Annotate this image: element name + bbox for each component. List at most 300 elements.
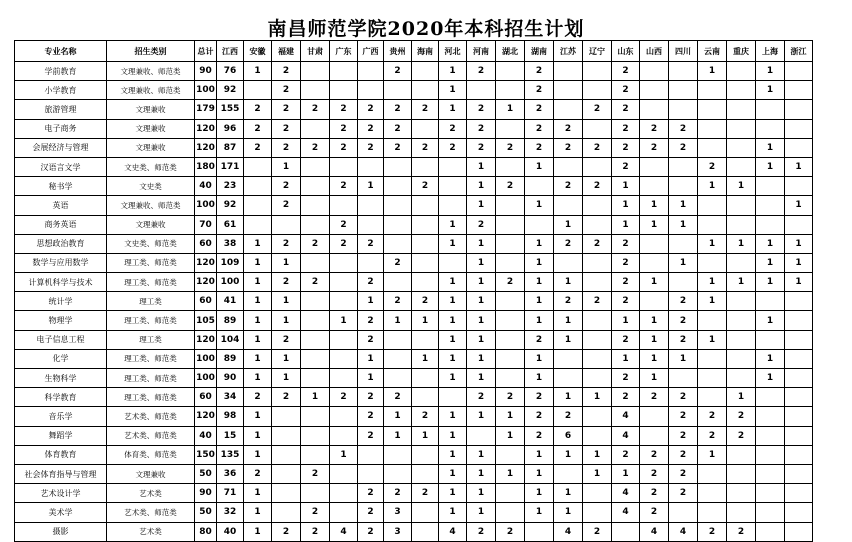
quota-cell: 2: [554, 119, 583, 138]
page-title: 南昌师范学院2020年本科招生计划: [267, 18, 585, 40]
quota-cell: 2: [640, 445, 669, 464]
table-row: [15, 273, 813, 292]
quota-cell: 2: [358, 119, 384, 138]
quota-cell: [727, 81, 756, 100]
quota-cell: [785, 407, 813, 426]
quota-cell: 1: [756, 273, 785, 292]
quota-cell: 2: [439, 138, 467, 157]
quota-cell: [554, 62, 583, 81]
quota-cell: 76: [217, 62, 244, 81]
quota-cell: 1: [467, 234, 496, 253]
quota-cell: 2: [467, 522, 496, 541]
quota-cell: 1: [439, 503, 467, 522]
quota-cell: [756, 464, 785, 483]
quota-cell: 2: [727, 407, 756, 426]
quota-cell: 1: [698, 62, 727, 81]
quota-cell: [698, 484, 727, 503]
quota-cell: 2: [330, 138, 358, 157]
quota-cell: 1: [330, 311, 358, 330]
quota-cell: 96: [217, 119, 244, 138]
table-row: [15, 119, 813, 138]
quota-cell: 2: [525, 388, 554, 407]
quota-cell: 2: [467, 138, 496, 157]
quota-cell: [583, 157, 612, 176]
quota-cell: [301, 253, 330, 272]
quota-cell: 2: [669, 292, 698, 311]
quota-cell: [301, 445, 330, 464]
quota-cell: 2: [439, 119, 467, 138]
quota-cell: [756, 445, 785, 464]
quota-cell: 1: [525, 464, 554, 483]
quota-cell: 1: [467, 177, 496, 196]
category-cell: 文史类、师范类: [107, 234, 195, 253]
quota-cell: 2: [272, 177, 301, 196]
quota-cell: 1: [358, 292, 384, 311]
quota-cell: 2: [525, 138, 554, 157]
quota-cell: 1: [272, 311, 301, 330]
table-row: [15, 445, 813, 464]
category-cell: 文史类: [107, 177, 195, 196]
quota-cell: 2: [698, 426, 727, 445]
quota-cell: [358, 157, 384, 176]
quota-cell: [669, 62, 698, 81]
major-name-cell: 艺术设计学: [15, 484, 107, 503]
quota-cell: 2: [330, 234, 358, 253]
quota-cell: 1: [330, 445, 358, 464]
quota-cell: 2: [272, 119, 301, 138]
table-row: [15, 330, 813, 349]
quota-cell: [412, 369, 439, 388]
quota-cell: [698, 119, 727, 138]
quota-cell: 4: [640, 522, 669, 541]
quota-cell: 2: [358, 100, 384, 119]
quota-cell: 1: [439, 234, 467, 253]
quota-cell: [554, 464, 583, 483]
quota-cell: 2: [358, 138, 384, 157]
table-row: [15, 81, 813, 100]
quota-cell: 1: [439, 330, 467, 349]
quota-cell: [272, 407, 301, 426]
quota-cell: [727, 157, 756, 176]
quota-cell: 2: [554, 177, 583, 196]
quota-cell: 1: [496, 426, 525, 445]
quota-cell: [669, 177, 698, 196]
quota-cell: 2: [384, 119, 412, 138]
quota-cell: 2: [612, 273, 640, 292]
quota-cell: 1: [554, 215, 583, 234]
quota-cell: 1: [358, 349, 384, 368]
quota-cell: [412, 464, 439, 483]
quota-cell: 2: [669, 330, 698, 349]
column-header: 福建: [272, 41, 301, 62]
quota-cell: [698, 388, 727, 407]
quota-cell: 2: [272, 330, 301, 349]
quota-cell: 2: [272, 388, 301, 407]
quota-cell: 2: [384, 62, 412, 81]
column-header: 招生类别: [107, 41, 195, 62]
quota-cell: 1: [467, 369, 496, 388]
quota-cell: [301, 369, 330, 388]
quota-cell: [384, 177, 412, 196]
quota-cell: [785, 62, 813, 81]
quota-cell: [244, 196, 272, 215]
quota-cell: 4: [554, 522, 583, 541]
quota-cell: [554, 81, 583, 100]
major-name-cell: 摄影: [15, 522, 107, 541]
quota-cell: [358, 464, 384, 483]
column-header: 重庆: [727, 41, 756, 62]
table-row: [15, 349, 813, 368]
quota-cell: [412, 273, 439, 292]
quota-cell: 3: [384, 503, 412, 522]
quota-cell: 2: [612, 253, 640, 272]
quota-cell: 4: [612, 503, 640, 522]
quota-cell: [583, 369, 612, 388]
quota-cell: 179: [195, 100, 217, 119]
quota-cell: 1: [272, 369, 301, 388]
quota-cell: [358, 81, 384, 100]
column-header: 浙江: [785, 41, 813, 62]
quota-cell: [330, 503, 358, 522]
category-cell: 文理兼收: [107, 464, 195, 483]
quota-cell: 2: [525, 100, 554, 119]
quota-cell: 1: [612, 464, 640, 483]
quota-cell: [640, 157, 669, 176]
quota-cell: [669, 81, 698, 100]
column-header: 安徽: [244, 41, 272, 62]
quota-cell: 2: [525, 407, 554, 426]
quota-cell: 2: [525, 119, 554, 138]
quota-cell: 89: [217, 349, 244, 368]
major-name-cell: 社会体育指导与管理: [15, 464, 107, 483]
quota-cell: 1: [785, 196, 813, 215]
major-name-cell: 物理学: [15, 311, 107, 330]
quota-cell: [698, 138, 727, 157]
column-header: 海南: [412, 41, 439, 62]
quota-cell: 2: [640, 388, 669, 407]
quota-cell: 100: [195, 81, 217, 100]
quota-cell: 2: [358, 311, 384, 330]
quota-cell: 61: [217, 215, 244, 234]
quota-cell: [756, 100, 785, 119]
quota-cell: [272, 426, 301, 445]
quota-cell: 1: [439, 81, 467, 100]
quota-cell: [669, 234, 698, 253]
quota-cell: 1: [467, 311, 496, 330]
quota-cell: 1: [358, 369, 384, 388]
quota-cell: 2: [669, 407, 698, 426]
quota-cell: [301, 215, 330, 234]
quota-cell: 1: [244, 253, 272, 272]
quota-cell: [727, 311, 756, 330]
quota-cell: 2: [583, 522, 612, 541]
quota-cell: 2: [412, 177, 439, 196]
quota-cell: 1: [525, 273, 554, 292]
quota-cell: 1: [640, 330, 669, 349]
table-row: [15, 253, 813, 272]
quota-cell: [698, 464, 727, 483]
quota-cell: 1: [669, 196, 698, 215]
quota-cell: [412, 522, 439, 541]
quota-cell: [756, 177, 785, 196]
quota-cell: [358, 62, 384, 81]
column-header: 广东: [330, 41, 358, 62]
quota-cell: [583, 426, 612, 445]
quota-cell: [358, 215, 384, 234]
major-name-cell: 汉语言文学: [15, 157, 107, 176]
quota-cell: [358, 196, 384, 215]
category-cell: 文理兼收: [107, 119, 195, 138]
quota-cell: [496, 253, 525, 272]
quota-cell: [583, 330, 612, 349]
quota-cell: 2: [301, 464, 330, 483]
quota-cell: 180: [195, 157, 217, 176]
quota-cell: 1: [244, 330, 272, 349]
quota-cell: [785, 388, 813, 407]
quota-cell: 2: [612, 445, 640, 464]
quota-cell: 1: [785, 273, 813, 292]
column-header: 专业名称: [15, 41, 107, 62]
quota-cell: [785, 138, 813, 157]
quota-cell: 120: [195, 330, 217, 349]
quota-cell: [496, 349, 525, 368]
quota-cell: 1: [698, 292, 727, 311]
quota-cell: [301, 62, 330, 81]
category-cell: 艺术类、师范类: [107, 407, 195, 426]
major-name-cell: 秘书学: [15, 177, 107, 196]
quota-cell: [583, 484, 612, 503]
quota-cell: 1: [412, 349, 439, 368]
quota-cell: [412, 234, 439, 253]
quota-cell: 2: [669, 311, 698, 330]
quota-cell: [412, 445, 439, 464]
quota-cell: [669, 100, 698, 119]
quota-cell: 1: [525, 503, 554, 522]
quota-cell: [330, 81, 358, 100]
quota-cell: 2: [698, 157, 727, 176]
quota-cell: [554, 349, 583, 368]
quota-cell: [698, 215, 727, 234]
quota-cell: 2: [554, 138, 583, 157]
quota-cell: 1: [727, 177, 756, 196]
quota-cell: [727, 464, 756, 483]
quota-cell: 1: [467, 330, 496, 349]
quota-cell: 40: [217, 522, 244, 541]
quota-cell: 1: [439, 484, 467, 503]
table-body: [15, 62, 813, 542]
quota-cell: [583, 119, 612, 138]
quota-cell: 1: [785, 253, 813, 272]
quota-cell: 2: [612, 138, 640, 157]
quota-cell: 2: [554, 234, 583, 253]
quota-cell: 1: [554, 311, 583, 330]
quota-cell: 2: [272, 81, 301, 100]
quota-cell: [330, 330, 358, 349]
quota-cell: [412, 81, 439, 100]
quota-cell: 1: [612, 177, 640, 196]
quota-cell: 1: [525, 253, 554, 272]
major-name-cell: 音乐学: [15, 407, 107, 426]
quota-cell: 100: [195, 349, 217, 368]
quota-cell: 1: [244, 349, 272, 368]
quota-cell: [496, 484, 525, 503]
quota-cell: 2: [330, 215, 358, 234]
quota-cell: 2: [612, 81, 640, 100]
quota-cell: 2: [330, 119, 358, 138]
quota-cell: 1: [439, 349, 467, 368]
quota-cell: [727, 100, 756, 119]
quota-cell: 87: [217, 138, 244, 157]
quota-cell: [583, 273, 612, 292]
quota-cell: 1: [756, 81, 785, 100]
quota-cell: 98: [217, 407, 244, 426]
quota-cell: 1: [244, 62, 272, 81]
quota-cell: [412, 215, 439, 234]
quota-cell: [412, 388, 439, 407]
quota-cell: 1: [439, 464, 467, 483]
quota-cell: 1: [244, 426, 272, 445]
column-header: 河北: [439, 41, 467, 62]
quota-cell: [244, 81, 272, 100]
quota-cell: [698, 81, 727, 100]
quota-cell: 2: [612, 234, 640, 253]
quota-cell: [785, 349, 813, 368]
quota-cell: [384, 349, 412, 368]
category-cell: 文理兼收: [107, 138, 195, 157]
quota-cell: [554, 253, 583, 272]
quota-cell: [384, 445, 412, 464]
category-cell: 理工类、师范类: [107, 253, 195, 272]
quota-cell: [727, 330, 756, 349]
quota-cell: [384, 157, 412, 176]
quota-cell: [727, 196, 756, 215]
quota-cell: [301, 292, 330, 311]
quota-cell: 2: [358, 484, 384, 503]
quota-cell: [384, 215, 412, 234]
quota-cell: 92: [217, 196, 244, 215]
quota-cell: [640, 426, 669, 445]
quota-cell: 1: [272, 157, 301, 176]
quota-cell: 1: [467, 157, 496, 176]
quota-cell: [301, 177, 330, 196]
table-row: [15, 157, 813, 176]
category-cell: 艺术类、师范类: [107, 426, 195, 445]
quota-cell: [301, 349, 330, 368]
quota-cell: 155: [217, 100, 244, 119]
quota-cell: 2: [272, 522, 301, 541]
quota-cell: [669, 503, 698, 522]
quota-cell: [525, 177, 554, 196]
quota-cell: 1: [439, 426, 467, 445]
quota-cell: [583, 215, 612, 234]
quota-cell: 1: [554, 484, 583, 503]
quota-cell: [756, 196, 785, 215]
quota-cell: 2: [698, 407, 727, 426]
category-cell: 艺术类、师范类: [107, 503, 195, 522]
category-cell: 理工类、师范类: [107, 388, 195, 407]
quota-cell: [785, 100, 813, 119]
quota-cell: [698, 253, 727, 272]
quota-cell: 2: [640, 484, 669, 503]
quota-cell: 1: [640, 273, 669, 292]
quota-cell: [785, 426, 813, 445]
column-header: 河南: [467, 41, 496, 62]
quota-cell: 1: [244, 503, 272, 522]
major-name-cell: 生物科学: [15, 369, 107, 388]
quota-cell: 1: [525, 445, 554, 464]
quota-cell: 2: [330, 100, 358, 119]
quota-cell: 1: [301, 388, 330, 407]
quota-cell: 2: [272, 138, 301, 157]
category-cell: 理工类: [107, 330, 195, 349]
quota-cell: 1: [272, 292, 301, 311]
quota-cell: [412, 253, 439, 272]
quota-cell: [698, 503, 727, 522]
quota-cell: [384, 196, 412, 215]
major-name-cell: 体育教育: [15, 445, 107, 464]
quota-cell: 1: [525, 349, 554, 368]
quota-cell: [785, 464, 813, 483]
quota-cell: [301, 196, 330, 215]
quota-cell: [272, 464, 301, 483]
quota-cell: [669, 369, 698, 388]
quota-cell: 1: [554, 273, 583, 292]
quota-cell: 2: [358, 522, 384, 541]
quota-cell: 2: [612, 388, 640, 407]
quota-cell: 2: [467, 388, 496, 407]
quota-cell: [301, 484, 330, 503]
quota-cell: 2: [330, 177, 358, 196]
quota-cell: [756, 522, 785, 541]
column-header: 总计: [195, 41, 217, 62]
quota-cell: 32: [217, 503, 244, 522]
quota-cell: [496, 330, 525, 349]
quota-cell: [301, 426, 330, 445]
quota-cell: [330, 292, 358, 311]
table-row: [15, 177, 813, 196]
quota-cell: 1: [785, 234, 813, 253]
quota-cell: 1: [244, 369, 272, 388]
quota-cell: [756, 330, 785, 349]
quota-cell: 1: [439, 100, 467, 119]
quota-cell: 1: [467, 196, 496, 215]
quota-cell: [301, 81, 330, 100]
quota-cell: 2: [554, 292, 583, 311]
quota-cell: [496, 215, 525, 234]
quota-cell: [330, 157, 358, 176]
major-name-cell: 科学教育: [15, 388, 107, 407]
quota-cell: 2: [244, 119, 272, 138]
quota-cell: 1: [640, 196, 669, 215]
quota-cell: 2: [412, 484, 439, 503]
quota-cell: 3: [384, 522, 412, 541]
quota-cell: [301, 330, 330, 349]
quota-cell: [583, 503, 612, 522]
table-row: [15, 426, 813, 445]
quota-cell: [467, 426, 496, 445]
quota-cell: [496, 445, 525, 464]
quota-cell: [785, 119, 813, 138]
quota-cell: 2: [467, 100, 496, 119]
quota-cell: 60: [195, 292, 217, 311]
quota-cell: [244, 215, 272, 234]
quota-cell: 1: [384, 311, 412, 330]
quota-cell: [785, 522, 813, 541]
quota-cell: 89: [217, 311, 244, 330]
category-cell: 理工类: [107, 292, 195, 311]
quota-cell: [727, 349, 756, 368]
quota-cell: [384, 369, 412, 388]
